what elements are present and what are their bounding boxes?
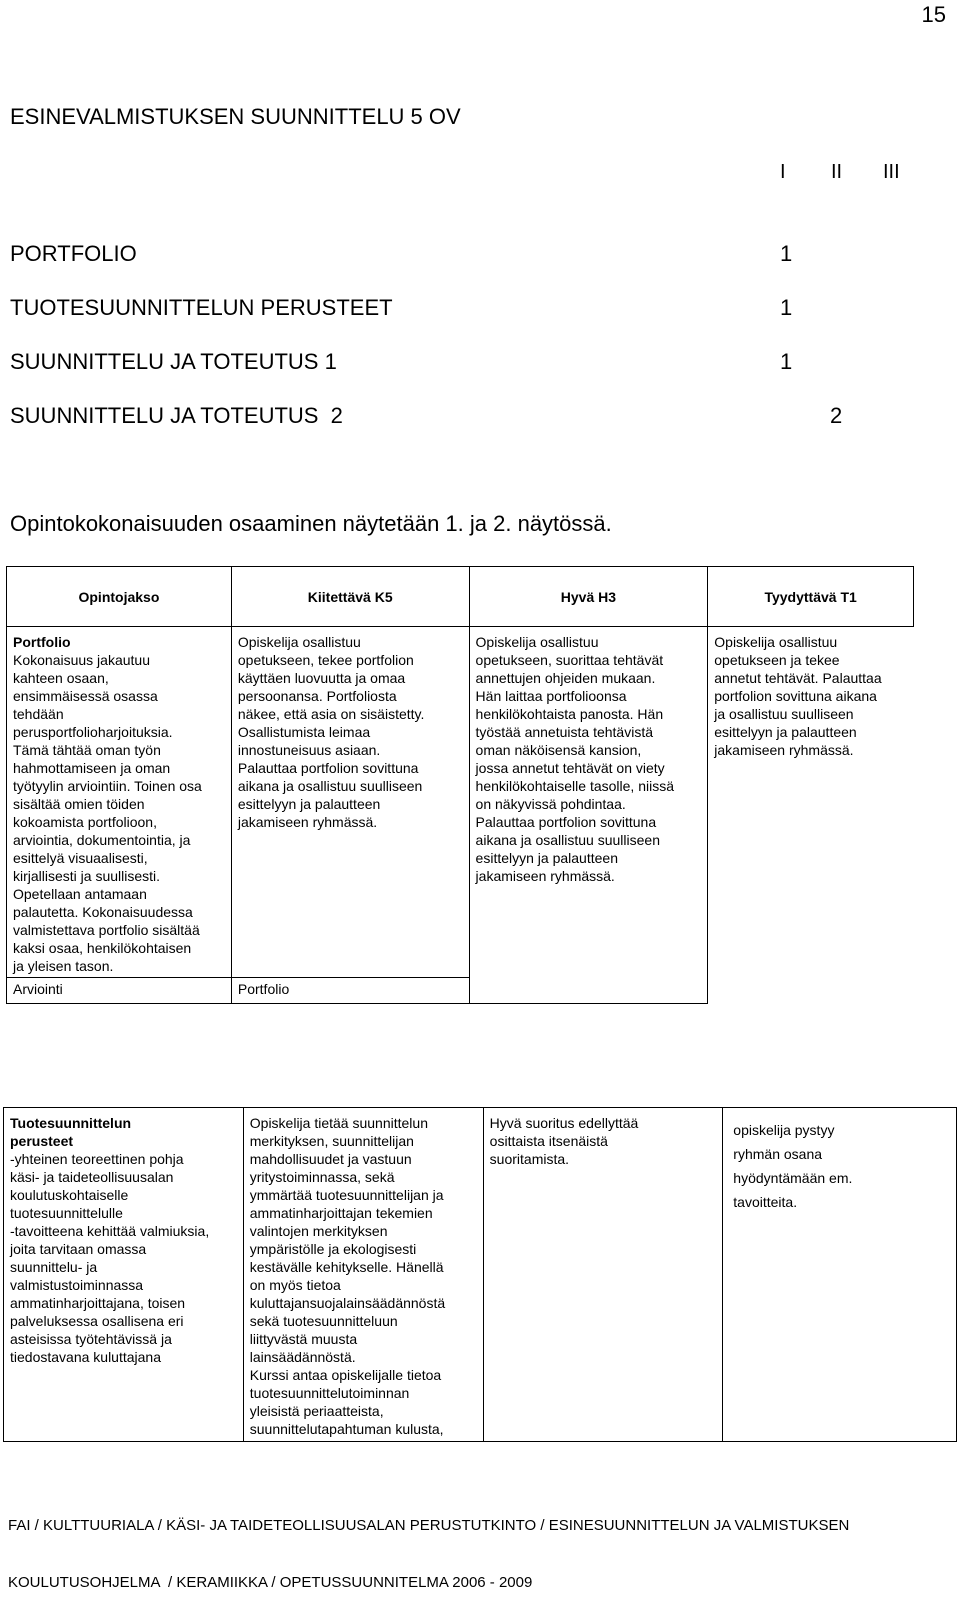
cell-text: -yhteinen teoreettinen pohja käsi- ja taideteollisuusalan koulutuskohtaiselle tuotesuunnittelulle -tavoitteena kehittää valmiuksia, joita tarvitaan omassa suunnittelu- ja valmistustoiminnassa ammatinharjoittajana, toisen palveluksessa osallisena eri asteisissa työtehtävissä ja tiedostavana kuluttajana [10, 1151, 210, 1365]
section-title-tuotesuunnittelun-perusteet: TUOTESUUNNITTELUN PERUSTEET [10, 295, 393, 320]
cell-text: Opiskelija tietää suunnittelun merkityksen, suunnittelijan mahdollisuudet ja vastuun yritystoiminnassa, sekä ymmärtää tuotesuunnittelijan ja ammatinharjoittajan tekemien valintojen merkityksen ympäristölle ja ekologisesti kestävälle kehitykselle. Hänellä on myös tietoa kuluttajansuojalainsäädännöstä sekä tuotesuunnitteluun liittyvästä muusta lainsäädännöstä. Kurssi antaa opiskelijalle tietoa tuotesuunnittelutoiminnan yleisistä periaatteista, suunnittelutapahtuman kulusta, [249, 1115, 446, 1437]
cell-tyydyttava [708, 627, 914, 1004]
cell-arviointi-value [231, 978, 469, 1004]
page-heading: ESINEVALMISTUKSEN SUUNNITTELU 5 OV [10, 104, 461, 129]
section-value-suunnittelu-1: 1 [780, 349, 793, 374]
cell-opintojakso [4, 1108, 244, 1442]
table-row [7, 627, 914, 978]
section-title-portfolio: PORTFOLIO [10, 241, 137, 266]
cell-text: Opiskelija osallistuu opetukseen, suorittaa tehtävät annettujen ohjeiden mukaan. Hän laittaa portfolioonsa henkilökohtaista panosta. Hän työstää annetuista tehtävistä oman näköisensä kansion, jossa annetut tehtävät on viety henkilökohtaiselle tasolle, niissä on näkyvissä pohdintaa. Palauttaa portfolion sovittuna aikana ja osallistuu suulliseen esittelyyn ja palautteen jakamiseen ryhmässä. [475, 634, 674, 884]
footer-line-2: KOULUTUSOHJELMA / KERAMIIKKA / OPETUSSUUNNITELMA 2006 - 2009 [8, 1574, 533, 1591]
cell-title: Tuotesuunnittelun perusteet [10, 1115, 132, 1149]
cell-arviointi-label [7, 978, 232, 1004]
header-kiitettava: Kiitettävä K5 [231, 567, 469, 627]
roman-header-3: III [883, 161, 900, 183]
footer-line-1: FAI / KULTTUURIALA / KÄSI- JA TAIDETEOLLISUUSALAN PERUSTUTKINTO / ESINESUUNNITTELUN JA VALMISTUKSEN [8, 1517, 850, 1534]
roman-header-1: I [780, 161, 786, 183]
cell-title: Portfolio [13, 634, 71, 650]
cell-kiitettava [231, 627, 469, 978]
cell-tyydyttava [723, 1108, 957, 1442]
cell-text: Hyvä suoritus edellyttää osittaista itsenäistä suoritamista. [489, 1115, 639, 1167]
page-number: 15 [921, 2, 946, 27]
arviointi-value: Portfolio [237, 981, 290, 997]
section-value-tuotesuunnittelun-perusteet: 1 [780, 295, 793, 320]
table-header-row [7, 567, 914, 627]
arviointi-label: Arviointi [13, 981, 63, 997]
cell-text: Opiskelija osallistuu opetukseen, tekee portfolion käyttäen luovuutta ja omaa persoonansa. Portfoliosta näkee, että asia on sisäistetty. Osallistumista leimaa innostuneisuus asiaan. Palauttaa portfolion sovittuna aikana ja osallistuu suulliseen esittelyyn ja palautteen jakamiseen ryhmässä. [237, 634, 425, 830]
table-row [4, 1108, 957, 1442]
cell-text: Opiskelija osallistuu opetukseen ja tekee annetut tehtävät. Palauttaa portfolion sovittuna aikana ja osallistuu suulliseen esittelyyn ja palautteen jakamiseen ryhmässä. [714, 634, 882, 758]
section-title-suunnittelu-2: SUUNNITTELU JA TOTEUTUS 2 [10, 403, 343, 428]
cell-text: Kokonaisuus jakautuu kahteen osaan, ensimmäisessä osassa tehdään perusportfolioharjoituksia. Tämä tähtää oman työn hahmottamiseen ja oman työtyylin arviointiin. Toinen osa sisältää omien töiden kokoamista portfolioon, arviointia, dokumentointia, ja esittelyä visuaalisesti, kirjallisesti ja suullisesti. Opetellaan antamaan palautetta. Kokonaisuudessa valmistettava portfolio sisältää kaksi osaa, henkilökohtaisen ja yleisen tason. [13, 652, 202, 974]
cell-text: opiskelija pystyy ryhmän osana hyödyntämään em. tavoitteita. [733, 1122, 853, 1210]
cell-hyva [483, 1108, 723, 1442]
cell-opintojakso [7, 627, 232, 978]
header-hyva: Hyvä H3 [469, 567, 708, 627]
roman-header-2: II [831, 161, 843, 183]
section-value-suunnittelu-2: 2 [830, 403, 843, 428]
subheading: Opintokokonaisuuden osaaminen näytetään 1. ja 2. näytössä. [10, 511, 612, 536]
section-title-suunnittelu-1: SUUNNITTELU JA TOTEUTUS 1 [10, 349, 337, 374]
header-opintojakso: Opintojakso [7, 567, 232, 627]
assessment-table-tuotesuunnittelu [3, 1107, 957, 1442]
cell-hyva [469, 627, 708, 1004]
assessment-table-portfolio [6, 566, 914, 1004]
page-footer [8, 1478, 849, 1611]
cell-kiitettava [243, 1108, 483, 1442]
header-tyydyttava: Tyydyttävä T1 [708, 567, 914, 627]
section-value-portfolio: 1 [780, 241, 793, 266]
